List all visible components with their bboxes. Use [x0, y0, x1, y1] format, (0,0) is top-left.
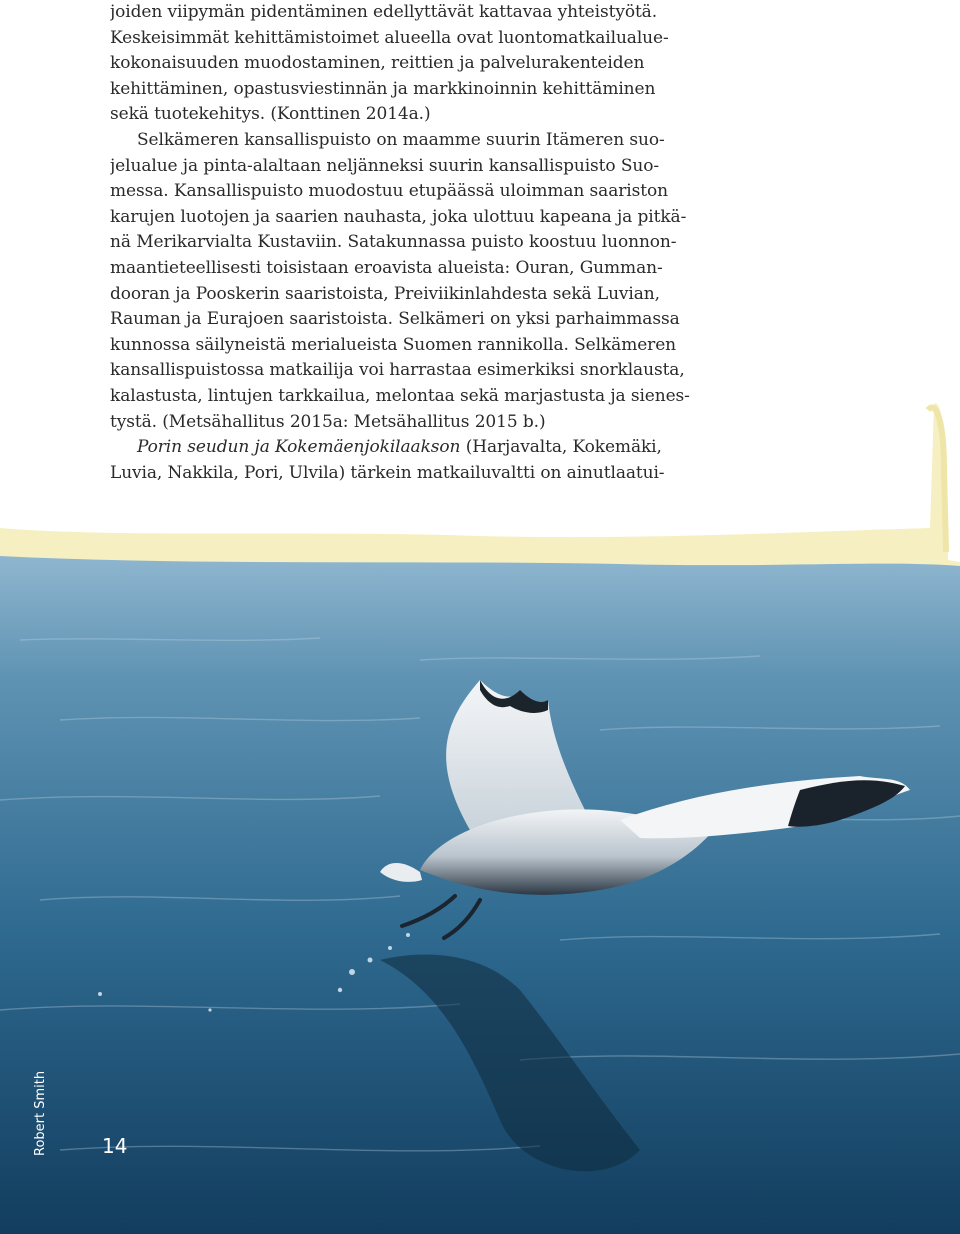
text-line: jelualue ja pinta-alaltaan neljänneksi suurin kansallispuisto Suo- [110, 155, 660, 176]
text-line: joiden viipymän pidentäminen edellyttävät kattavaa yhteistyötä. [110, 2, 658, 22]
photo-credit: Robert Smith [33, 1070, 48, 1156]
text-line: kansallispuistossa matkailija voi harrastaa esimerkiksi snorklausta, [110, 360, 685, 381]
text-line: Keskeisimmät kehittämistoimet alueella ovat luontomatkailualue- [110, 27, 669, 48]
text-line: messa. Kansallispuisto muodostuu etupäässä uloimman saariston [110, 181, 668, 202]
text-line: kunnossa säilyneistä merialueista Suomen rannikolla. Selkämeren [110, 334, 677, 355]
text-line: nä Merikarvialta Kustaviin. Satakunnassa puisto koostuu luonnon- [110, 232, 677, 253]
text-line: maantieteellisesti toisistaan eroavista alueista: Ouran, Gumman- [110, 257, 663, 278]
article-text [110, 0, 700, 486]
text-line-paragraph-start [110, 435, 700, 461]
page-number: 14 [102, 1134, 128, 1158]
text-line: kokonaisuuden muodostaminen, reittien ja palvelurakenteiden [110, 53, 645, 74]
text-line: sekä tuotekehitys. (Konttinen 2014a.) [110, 104, 431, 125]
text-line: tystä. (Metsähallitus 2015a: Metsähallitus 2015 b.) [110, 411, 546, 432]
text-line: karujen luotojen ja saarien nauhasta, joka ulottuu kapeana ja pitkä- [110, 206, 687, 227]
italic-region-name: Porin seudun ja Kokemäenjokilaakson [137, 437, 461, 458]
text-line: dooran ja Pooskerin saaristoista, Preiviikinlahdesta sekä Luvian, [110, 283, 660, 304]
text-line: kehittäminen, opastusviestinnän ja markkinoinnin kehittäminen [110, 78, 656, 99]
text-line: Rauman ja Eurajoen saaristoista. Selkämeri on yksi parhaimmassa [110, 309, 680, 330]
text-line-paragraph-start: Selkämeren kansallispuisto on maamme suurin Itämeren suo- [137, 129, 665, 150]
text-line: Luvia, Nakkila, Pori, Ulvila) tärkein matkailuvaltti on ainutlaatui- [110, 462, 665, 483]
text-line: kalastusta, lintujen tarkkailua, melontaa sekä marjastusta ja sienes- [110, 385, 690, 406]
text-fragment: (Harjavalta, Kokemäki, [460, 437, 662, 458]
